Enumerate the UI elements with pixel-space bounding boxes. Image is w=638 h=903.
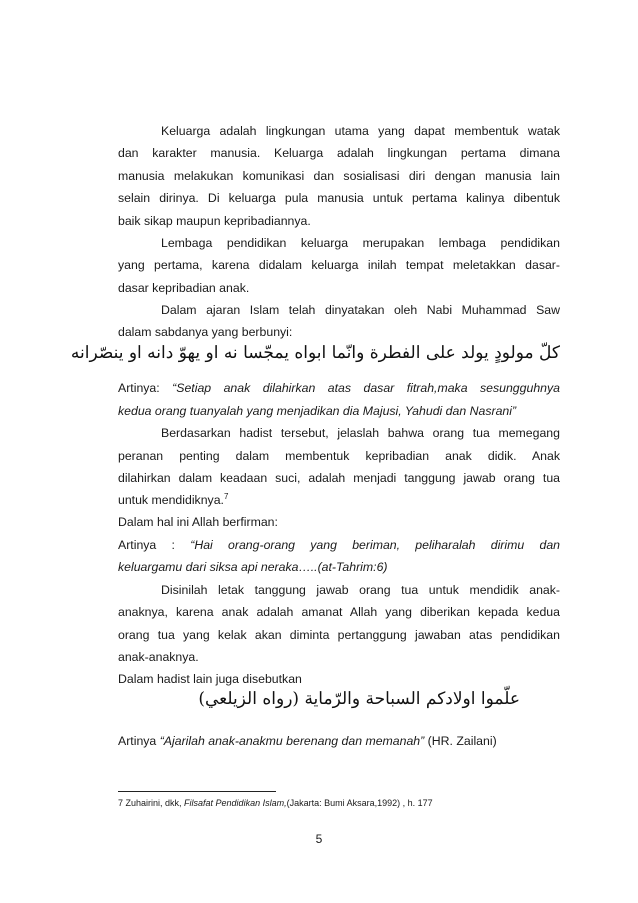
translation-1-label: Artinya: [118, 381, 173, 395]
paragraph-1-line-3: manusia melakukan komunikasi dan sosialisasi diri dengan manusia lain [118, 169, 560, 183]
paragraph-4-line-1: Berdasarkan hadist tersebut, jelaslah bahwa orang tua memegang [161, 426, 560, 440]
page-number: 5 [315, 832, 323, 846]
translation-3-source: (HR. Zailani) [424, 734, 497, 748]
translation-1-line-2 [118, 403, 560, 419]
translation-2-quote-part-1: “Hai orang-orang yang beriman, peliharalah dirimu dan [190, 538, 560, 552]
paragraph-2-line-2: yang pertama, karena didalam keluarga inilah tempat meletakkan dasar- [118, 258, 560, 272]
footnote-7 [118, 797, 560, 809]
paragraph-1-line-4: selain dirinya. Di keluarga pula manusia untuk pertama kalinya dibentuk [118, 191, 560, 205]
translation-1-line-1 [118, 380, 560, 396]
hadith-1-arabic: كلّ مولودٍ يولد على الفطرة وانّما ابواه يمجّسا نه او يهوّ دانه او ينصّرانه [70, 343, 560, 363]
paragraph-3-line-1: Dalam ajaran Islam telah dinyatakan oleh Nabi Muhammad Saw [161, 303, 560, 317]
paragraph-5-line-4: anak-anaknya. [118, 650, 199, 664]
paragraph-5-line-3: orang tua yang kelak akan diminta pertanggung jawaban atas pendidikan [118, 628, 560, 642]
paragraph-2-line-3: dasar kepribadian anak. [118, 281, 250, 295]
translation-3-line [118, 733, 560, 749]
paragraph-4-line-2: peranan penting dalam membentuk kepribadian anak didik. Anak [118, 449, 560, 463]
translation-2-line-2 [118, 559, 560, 575]
footnote-book-title: Filsafat Pendidikan Islam, [184, 798, 287, 808]
paragraph-4-line-3: dilahirkan dalam keadaan suci, adalah menjadi tanggung jawab orang tua [118, 471, 560, 485]
paragraph-3-line-2: dalam sabdanya yang berbunyi: [118, 325, 293, 339]
paragraph-4-last-text: untuk mendidiknya. [118, 493, 224, 507]
paragraph-2-line-1: Lembaga pendidikan keluarga merupakan lembaga pendidikan [161, 236, 560, 250]
translation-2-label: Artinya : [118, 538, 191, 552]
paragraph-1-line-5: baik sikap maupun kepribadiannya. [118, 214, 311, 228]
footnote-suffix: (Jakarta: Bumi Aksara,1992) , h. 177 [286, 798, 433, 808]
translation-1-quote-part-2: kedua orang tuanyalah yang menjadikan dia Majusi, Yahudi dan Nasrani” [118, 404, 517, 418]
translation-3-quote: “Ajarilah anak-anakmu berenang dan memanah” [159, 734, 425, 748]
paragraph-1-line-2: dan karakter manusia. Keluarga adalah lingkungan pertama dimana [118, 146, 560, 160]
footnote-reference: 7 [223, 492, 229, 501]
translation-3-label: Artinya [118, 734, 160, 748]
paragraph-5-line-2: anaknya, karena anak adalah amanat Allah yang diberikan kepada kedua [118, 605, 560, 619]
footnote-separator [118, 791, 276, 792]
translation-1-quote-part-1: “Setiap anak dilahirkan atas dasar fitrah,maka sesungguhnya [172, 381, 560, 395]
other-hadith-intro: Dalam hadist lain juga disebutkan [118, 672, 302, 686]
allah-says-line: Dalam hal ini Allah berfirman: [118, 515, 278, 529]
paragraph-5-line-1: Disinilah letak tanggung jawab orang tua untuk mendidik anak- [161, 583, 560, 597]
footnote-prefix: 7 Zuhairini, dkk, [118, 798, 185, 808]
paragraph-1-line-1: Keluarga adalah lingkungan utama yang dapat membentuk watak [161, 124, 560, 138]
translation-2-line-1 [118, 537, 560, 553]
translation-2-quote-part-2: keluargamu dari siksa api neraka…..(at-Tahrim:6) [118, 560, 388, 574]
paragraph-4-line-4 [118, 492, 560, 508]
hadith-2-arabic: علّموا اولادكم السباحة والرّماية (رواه الزيلعي) [198, 689, 520, 709]
